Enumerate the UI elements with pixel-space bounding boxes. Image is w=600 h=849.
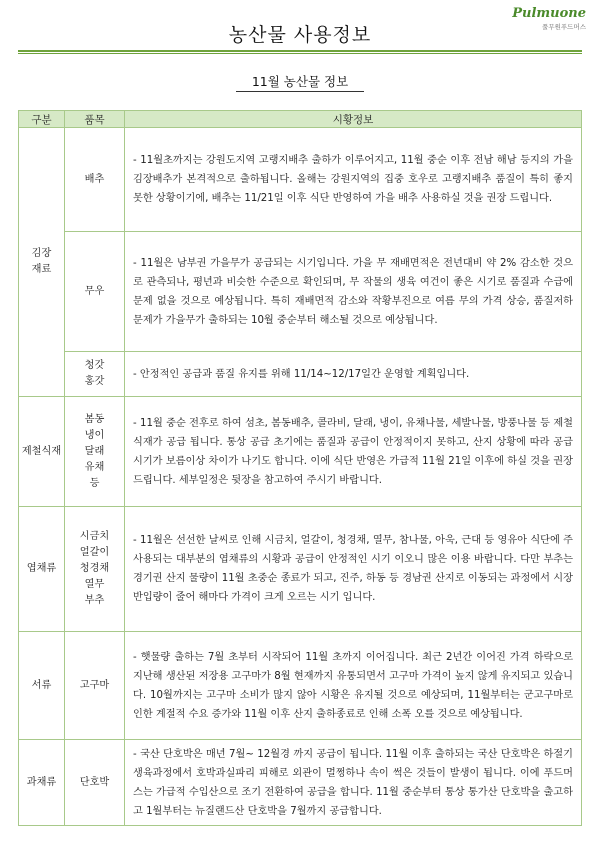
page-title: 농산물 사용정보 (228, 24, 372, 46)
section-title-underline (236, 91, 364, 92)
market-info-table (18, 110, 582, 826)
item-cell: 봄동 냉이 달래 유채 등 (65, 397, 125, 507)
table-row (19, 128, 582, 232)
logo-subtitle: 풀무원푸드머스 (542, 23, 586, 31)
pulmuone-logo (512, 6, 586, 31)
header-divider-thin (18, 53, 582, 54)
section-title: 11월 농산물 정보 (251, 74, 349, 89)
table-row (19, 397, 582, 507)
table-header-row (19, 111, 582, 128)
info-cell: - 안정적인 공급과 품질 유지를 위해 11/14~12/17일간 운영할 계획입니다. (125, 352, 582, 397)
table-row (19, 507, 582, 632)
info-cell: - 국산 단호박은 매년 7월~ 12월경 까지 공급이 됩니다. 11월 이후 출하되는 국산 단호박은 하절기 생육과정에서 호박과실파리 피해로 외관이 멀쩡하나 속이 썩은 것들이 발생이 됩니다. 이에 푸드머스는 가급적 수입산으로 조기 전환하여 공급을 합니다. 11월 중순부터 통상 통가산 단호박을 출고하고 1월부터는 뉴질랜드산 단호박을 7월까지 공급합니다. (125, 740, 582, 826)
column-header-item: 품목 (65, 111, 125, 128)
table-row (19, 352, 582, 397)
category-cell: 엽채류 (19, 507, 65, 632)
item-cell: 단호박 (65, 740, 125, 826)
item-cell: 청갓 홍갓 (65, 352, 125, 397)
table-row (19, 632, 582, 740)
info-cell: - 11월초까지는 강원도지역 고랭지배추 출하가 이루어지고, 11월 중순 이후 전남 해남 등지의 가을 김장배추가 본격적으로 출하됩니다. 올해는 강원지역의 집중 호우로 고랭지배추 품질이 특히 좋지 못한 상황이기에, 배추는 11/21일 이후 식단 반영하여 가을 배추 사용하실 것을 권장 드립니다. (125, 128, 582, 232)
header-divider (18, 50, 582, 52)
column-header-info: 시황정보 (125, 111, 582, 128)
info-cell: - 11월은 선선한 날씨로 인해 시금치, 얼갈이, 청경채, 열무, 참나물, 아욱, 근대 등 영유아 식단에 주 사용되는 대부분의 엽채류의 시황과 공급이 안정적인 시기 이오니 많은 이용 바랍니다. 다만 부추는 경기권 산지 물량이 11월 초중순 종료가 되고, 진주, 하동 등 경남권 산지로 이동되는 과정에서 시장 반입량이 줄어 해마다 가격이 크게 오르는 시기 입니다. (125, 507, 582, 632)
category-cell: 제철식재 (19, 397, 65, 507)
category-cell: 서류 (19, 632, 65, 740)
category-label: 김장 재료 (31, 248, 52, 275)
item-cell: 무우 (65, 232, 125, 352)
category-cell: 과채류 (19, 740, 65, 826)
item-cell: 고구마 (65, 632, 125, 740)
category-cell (19, 128, 65, 397)
info-cell: - 11월 중순 전후로 하여 섬초, 봄동배추, 콜라비, 달래, 냉이, 유채나물, 세발나물, 방풍나물 등 제철식재가 공급 됩니다. 통상 공급 초기에는 품질과 공급이 안정적이지 못하고, 산지 상황에 따라 공급시기가 보름이상 차이가 나기도 합니다. 이에 식단 반영은 가급적 11월 21일 이후에 하실 것을 권장 드립니다. 세부일정은 뒷장을 참고하여 주시기 바랍니다. (125, 397, 582, 507)
page-header (0, 0, 600, 50)
column-header-category: 구분 (19, 111, 65, 128)
table-row (19, 232, 582, 352)
item-cell: 시금치 얼갈이 청경채 열무 부추 (65, 507, 125, 632)
table-row (19, 740, 582, 826)
logo-wordmark: Pulmuone (512, 6, 586, 21)
info-cell: - 11월은 남부권 가을무가 공급되는 시기입니다. 가을 무 재배면적은 전년대비 약 2% 감소한 것으로 관측되나, 평년과 비슷한 수준으로 확인되며, 무 작물의 생육 여건이 좋은 시기로 품질과 수급에 문제 없을 것으로 예상됩니다. 특히 재배면적 감소와 작황부진으로 여름 무의 가격 상승, 품질저하 문제가 가을무가 출하되는 10월 중순부터 해소될 것으로 예상됩니다. (125, 232, 582, 352)
item-cell: 배추 (65, 128, 125, 232)
info-cell: - 햇물량 출하는 7월 초부터 시작되어 11월 초까지 이어집니다. 최근 2년간 이어진 가격 하락으로 지난해 생산된 저장용 고구마가 8월 현재까지 유통되면서 고구마 가격이 높지 않게 유지되고 있습니다. 10월까지는 고구마 소비가 많지 않아 시황은 유지될 것으로 예상되며, 11월부터는 군고구마로 인한 계절적 수요 증가와 11월 이후 산지 출하종료로 인해 소폭 오를 것으로 예상됩니다. (125, 632, 582, 740)
